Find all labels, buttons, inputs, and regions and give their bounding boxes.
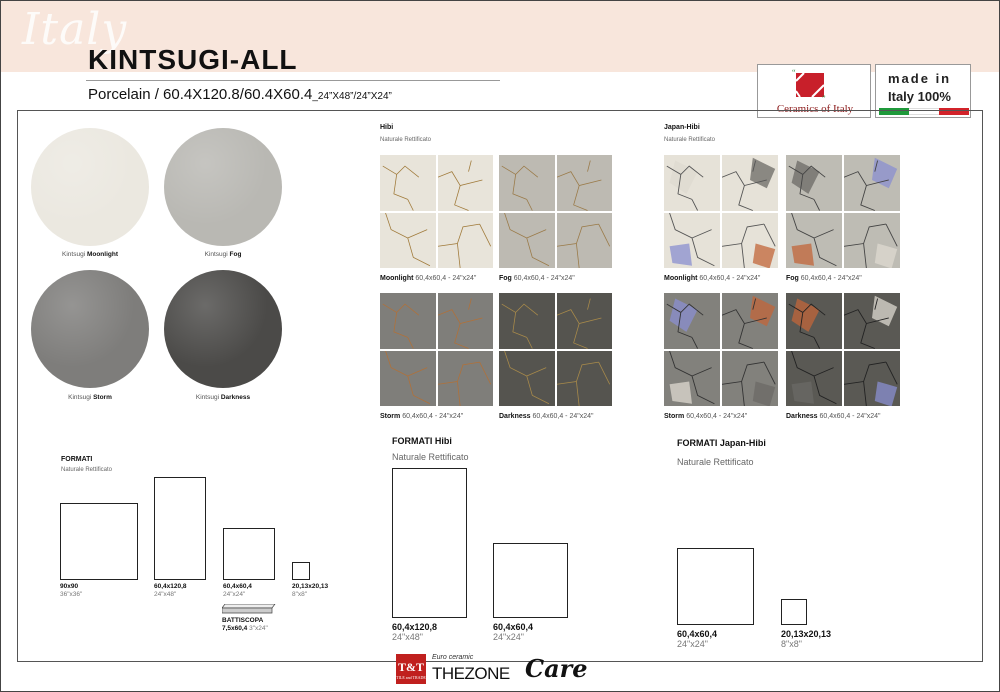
tile-name: Fog	[499, 275, 512, 282]
tile-quadrant	[557, 293, 613, 349]
tile-quadrant	[722, 293, 778, 349]
tile-quadrant	[438, 155, 494, 211]
swatch-name: Darkness	[220, 394, 251, 401]
format-imperial: 36"x36"	[60, 591, 83, 598]
format-japan-20x20	[781, 599, 807, 625]
tile-name: Storm	[664, 413, 685, 420]
tile-quadrant	[380, 213, 436, 269]
swatch-prefix: Kintsugi	[62, 251, 86, 258]
format-90x90	[60, 503, 138, 580]
tile-quadrant	[380, 155, 436, 211]
swatch-name: Storm	[93, 394, 112, 401]
formati-japan-heading: FORMATI Japan-Hibi	[677, 438, 766, 448]
hibi-tile-darkness	[499, 293, 612, 406]
formati-subheading: Naturale Rettificato	[61, 467, 113, 473]
subtitle-main: Porcelain / 60.4X120.8/60.4X60.4	[88, 86, 313, 103]
battiscopa-metric: 7,5x60,4	[222, 625, 248, 632]
crack-pattern	[380, 351, 436, 407]
tile-quadrant	[786, 293, 842, 349]
tile-quadrant	[664, 351, 720, 407]
format-label	[392, 622, 437, 642]
crack-pattern	[380, 213, 436, 269]
tile-caption	[786, 275, 862, 282]
tile-quadrant	[786, 213, 842, 269]
format-metric: 60,4x60,4	[223, 583, 252, 590]
japan-tile-fog	[786, 155, 900, 268]
thezone-text: THEZONE	[432, 664, 510, 683]
ceramics-mark-icon	[792, 69, 828, 101]
format-imperial: 24"x24"	[493, 632, 524, 642]
tile-spec: 60,4x60,4 - 24"x24"	[800, 275, 862, 282]
format-imperial: 24"x24"	[223, 591, 246, 598]
swatch-fog	[164, 128, 282, 246]
crack-pattern	[786, 155, 842, 211]
tile-spec: 60,4x60,4 - 24"x24"	[402, 413, 464, 420]
crack-pattern	[844, 351, 900, 407]
crack-pattern	[438, 155, 494, 211]
tile-caption	[786, 413, 881, 420]
formati-hibi-subheading: Naturale Rettificato	[392, 452, 469, 462]
tile-quadrant	[438, 351, 494, 407]
hibi-heading: Hibi	[380, 124, 394, 131]
battiscopa-label	[222, 617, 268, 633]
swatch-darkness	[164, 270, 282, 388]
crack-pattern	[438, 351, 494, 407]
crack-pattern	[722, 213, 778, 269]
crack-pattern	[499, 155, 555, 211]
format-metric: 20,13x20,13	[292, 583, 329, 590]
made-line-2: Italy 100%	[888, 89, 951, 104]
format-20x20	[292, 562, 310, 580]
swatch-prefix: Kintsugi	[68, 394, 92, 401]
tile-spec: 60,4x60,4 - 24"x24"	[513, 275, 575, 282]
crack-pattern	[844, 155, 900, 211]
tile-quadrant	[786, 155, 842, 211]
crack-pattern	[438, 213, 494, 269]
subtitle-small: _24”X48”/24”X24”	[312, 91, 392, 102]
tile-name: Darkness	[499, 413, 531, 420]
format-imperial: 24"x24"	[677, 639, 708, 649]
tile-caption	[499, 413, 594, 420]
format-imperial: 8"x8"	[292, 591, 308, 598]
swatch-name: Moonlight	[86, 251, 118, 258]
crack-pattern	[499, 213, 555, 269]
crack-pattern	[844, 213, 900, 269]
format-60x60	[223, 528, 275, 580]
italy-watermark: Italy	[22, 4, 128, 55]
tt-badge	[396, 654, 426, 684]
tt-badge-text: T&T	[397, 660, 424, 674]
swatch-prefix: Kintsugi	[195, 394, 220, 401]
crack-pattern	[438, 293, 494, 349]
format-label	[60, 583, 82, 599]
crack-pattern	[557, 213, 613, 269]
format-label	[493, 622, 533, 642]
tile-quadrant	[380, 293, 436, 349]
tile-caption	[499, 275, 575, 282]
crack-pattern	[844, 293, 900, 349]
formati-hibi-heading: FORMATI Hibi	[392, 436, 452, 446]
battiscopa-title: BATTISCOPA	[222, 617, 264, 624]
formati-japan-subheading: Naturale Rettificato	[677, 457, 754, 467]
japan-tile-darkness	[786, 293, 900, 406]
hibi-tile-fog	[499, 155, 612, 268]
tile-name: Moonlight	[380, 275, 414, 282]
tile-quadrant	[786, 351, 842, 407]
battiscopa-strip	[222, 604, 276, 614]
tile-quadrant	[664, 213, 720, 269]
tile-caption	[664, 413, 747, 420]
format-metric: 20,13x20,13	[781, 629, 832, 639]
svg-text:“: “	[792, 69, 796, 77]
japan-hibi-heading: Japan-Hibi	[664, 124, 700, 131]
swatch-name: Fog	[229, 251, 242, 258]
page-subtitle	[88, 86, 392, 103]
swatch-label	[163, 394, 283, 401]
crack-pattern	[380, 155, 436, 211]
tile-quadrant	[844, 351, 900, 407]
tile-quadrant	[557, 155, 613, 211]
crack-pattern	[722, 351, 778, 407]
tile-quadrant	[438, 213, 494, 269]
format-label	[223, 583, 252, 599]
format-japan-60x60	[677, 548, 754, 625]
tile-spec: 60,4x60,4 - 24"x24"	[699, 275, 761, 282]
tile-spec: 60,4x60,4 - 24"x24"	[532, 413, 594, 420]
tile-quadrant	[557, 213, 613, 269]
swatch-label	[163, 251, 283, 258]
crack-pattern	[380, 293, 436, 349]
crack-pattern	[499, 351, 555, 407]
format-60x120	[154, 477, 206, 580]
japan-tile-storm	[664, 293, 778, 406]
swatch-label	[30, 394, 150, 401]
tile-spec: 60,4x60,4 - 24"x24"	[415, 275, 477, 282]
format-label	[154, 583, 187, 599]
tile-caption	[380, 275, 476, 282]
swatch-storm	[31, 270, 149, 388]
crack-pattern	[786, 351, 842, 407]
format-hibi-60x120	[392, 468, 467, 618]
page-title: KINTSUGI-ALL	[88, 44, 298, 75]
japan-tile-moonlight	[664, 155, 778, 268]
ceramics-text: Ceramics of Italy	[776, 103, 854, 115]
tile-spec: 60,4x60,4 - 24"x24"	[819, 413, 881, 420]
crack-pattern	[786, 293, 842, 349]
hibi-tile-moonlight	[380, 155, 493, 268]
tile-caption	[380, 413, 463, 420]
tile-quadrant	[499, 213, 555, 269]
title-divider	[86, 80, 500, 81]
format-metric: 60,4x60,4	[493, 622, 534, 632]
tile-caption	[664, 275, 760, 282]
crack-pattern	[722, 155, 778, 211]
format-label	[677, 629, 717, 649]
tile-name: Moonlight	[664, 275, 698, 282]
crack-pattern	[664, 351, 720, 407]
japan-hibi-subheading: Naturale Rettificato	[664, 137, 716, 143]
care-text: Care	[525, 654, 588, 683]
crack-pattern	[557, 351, 613, 407]
crack-pattern	[786, 213, 842, 269]
format-metric: 90x90	[60, 583, 79, 590]
tile-quadrant	[844, 293, 900, 349]
tile-quadrant	[438, 293, 494, 349]
crack-pattern	[557, 155, 613, 211]
tile-quadrant	[664, 155, 720, 211]
format-metric: 60,4x120,8	[154, 583, 187, 590]
thezone-care-logo	[396, 654, 596, 686]
hibi-tile-storm	[380, 293, 493, 406]
hibi-subheading: Naturale Rettificato	[380, 137, 432, 143]
crack-pattern	[499, 293, 555, 349]
tt-badge-small: TILE and TRADE	[396, 675, 426, 680]
tile-quadrant	[499, 155, 555, 211]
tile-quadrant	[722, 155, 778, 211]
format-imperial: 24"x48"	[392, 632, 423, 642]
crack-pattern	[557, 293, 613, 349]
tile-quadrant	[722, 213, 778, 269]
tile-quadrant	[499, 351, 555, 407]
tile-name: Fog	[786, 275, 799, 282]
format-label	[292, 583, 328, 599]
tile-quadrant	[844, 155, 900, 211]
format-metric: 60,4x60,4	[677, 629, 718, 639]
tile-quadrant	[499, 293, 555, 349]
euro-ceramic-text: Euro ceramic	[432, 654, 474, 661]
formati-heading: FORMATI	[61, 456, 93, 463]
tile-quadrant	[380, 351, 436, 407]
tile-quadrant	[844, 213, 900, 269]
swatch-moonlight	[31, 128, 149, 246]
tile-quadrant	[557, 351, 613, 407]
tile-name: Darkness	[786, 413, 818, 420]
swatch-prefix: Kintsugi	[204, 251, 228, 258]
crack-pattern	[664, 213, 720, 269]
crack-pattern	[722, 293, 778, 349]
tile-spec: 60,4x60,4 - 24"x24"	[686, 413, 748, 420]
tile-name: Storm	[380, 413, 401, 420]
tile-quadrant	[722, 351, 778, 407]
crack-pattern	[664, 293, 720, 349]
made-line-1: made in	[888, 71, 952, 86]
battiscopa-imperial: 3"x24"	[249, 625, 268, 632]
format-metric: 60,4x120,8	[392, 622, 438, 632]
format-hibi-60x60	[493, 543, 568, 618]
format-imperial: 8"x8"	[781, 639, 802, 649]
crack-pattern	[664, 155, 720, 211]
swatch-label	[30, 251, 150, 258]
format-imperial: 24"x48"	[154, 591, 177, 598]
svg-text:”: ”	[822, 94, 826, 101]
format-label	[781, 629, 831, 649]
tile-quadrant	[664, 293, 720, 349]
